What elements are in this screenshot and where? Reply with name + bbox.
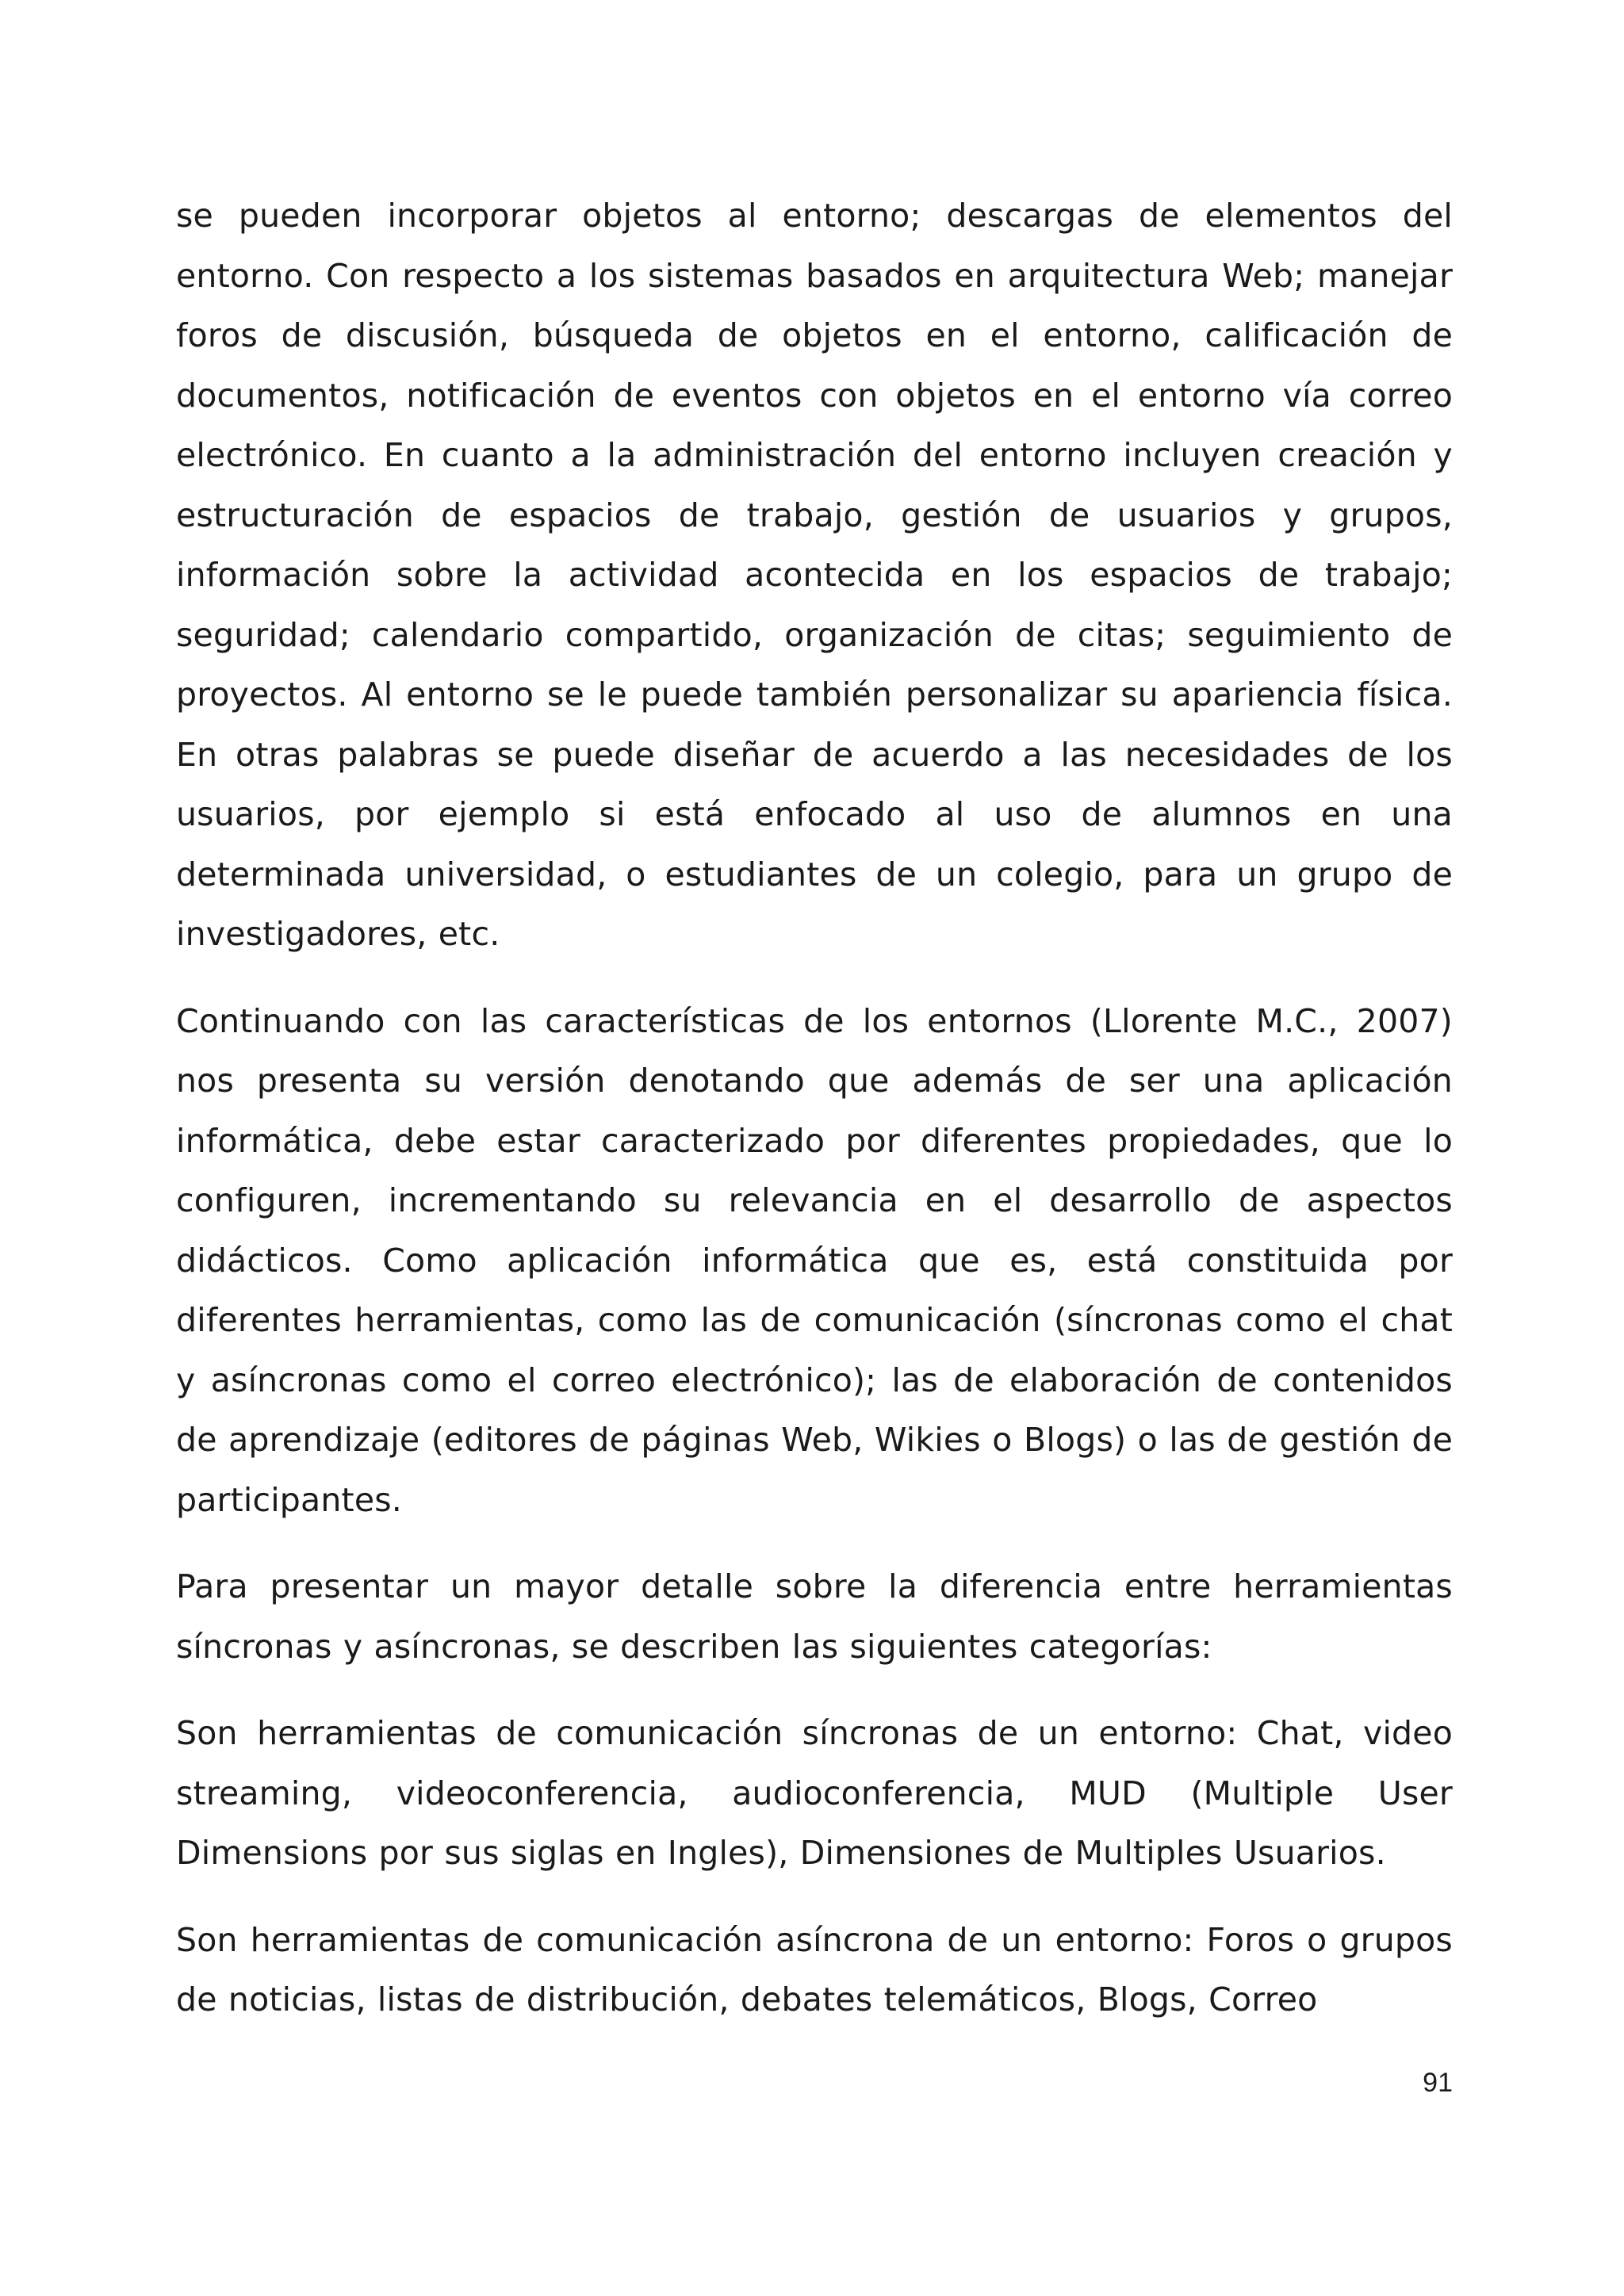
body-text: [176, 186, 1453, 2057]
paragraph-3: Para presentar un mayor detalle sobre la diferencia entre herramientas síncronas y asíncronas, se describen las siguientes categorías:: [176, 1567, 1453, 1666]
paragraph-2: Continuando con las características de los entornos (Llorente M.C., 2007) nos presenta su versión denotando que además de ser una aplicación informática, debe estar caracterizado por diferentes propiedades, que lo configuren, incrementando su relevancia en el desarrollo de aspectos didácticos. Como aplicación informática que es, está constituida por diferentes herramientas, como las de comunicación (síncronas como el chat y asíncronas como el correo electrónico); las de elaboración de contenidos de aprendizaje (editores de páginas Web, Wikies o Blogs) o las de gestión de participantes.: [176, 1001, 1453, 1519]
paragraph-1: se pueden incorporar objetos al entorno; descargas de elementos del entorno. Con respecto a los sistemas basados en arquitectura Web; manejar foros de discusión, búsqueda de objetos en el entorno, calificación de documentos, notificación de eventos con objetos en el entorno vía correo electrónico. En cuanto a la administración del entorno incluyen creación y estructuración de espacios de trabajo, gestión de usuarios y grupos, información sobre la actividad acontecida en los espacios de trabajo; seguridad; calendario compartido, organización de citas; seguimiento de proyectos. Al entorno se le puede también personalizar su apariencia física. En otras palabras se puede diseñar de acuerdo a las necesidades de los usuarios, por ejemplo si está enfocado al uso de alumnos en una determinada universidad, o estudiantes de un colegio, para un grupo de investigadores, etc.: [176, 197, 1453, 953]
paragraph-5: Son herramientas de comunicación asíncrona de un entorno: Foros o grupos de noticias, listas de distribución, debates telemáticos, Blogs, Correo: [176, 1920, 1453, 2019]
page-number: 91: [1423, 2068, 1453, 2098]
paragraph-4: Son herramientas de comunicación síncronas de un entorno: Chat, video streaming, videoconferencia, audioconferencia, MUD (Multiple User Dimensions por sus siglas en Ingles), Dimensiones de Multiples Usuarios.: [176, 1714, 1453, 1872]
